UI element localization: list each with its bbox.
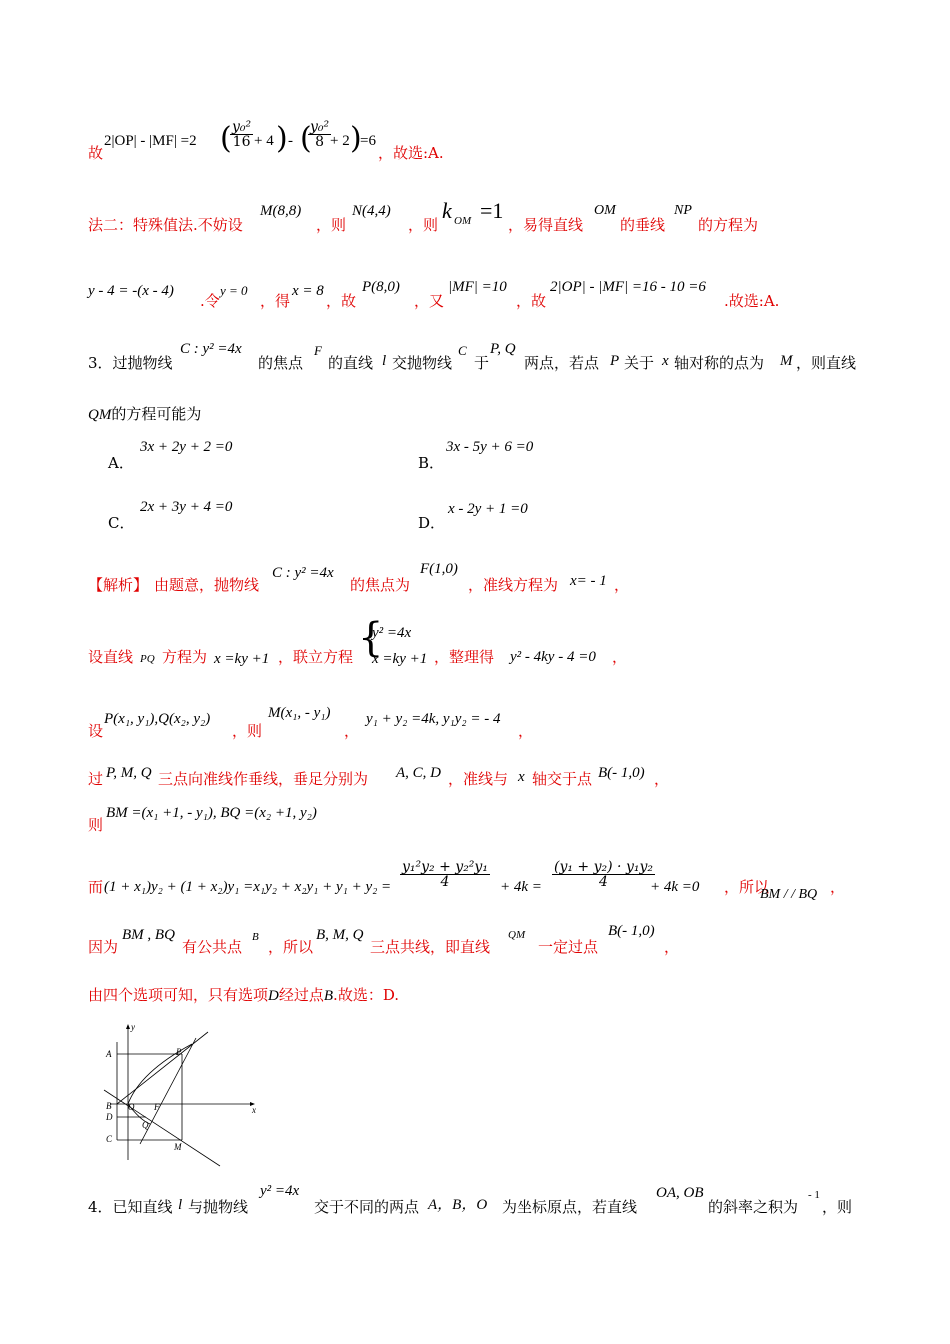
sol3-l4-t4: 轴交于点 xyxy=(532,770,593,788)
line-l: l xyxy=(382,353,387,369)
sol3-fraction-2 xyxy=(552,860,655,889)
frac1-tail: + 4 xyxy=(254,133,274,149)
sol3-points-PQ: P(x₁, y₁),Q(x₂, y₂) xyxy=(104,711,211,727)
sol3-l1-t1: 由题意，抛物线 xyxy=(154,576,260,594)
text-so-1: ，故 xyxy=(326,292,357,310)
paren-close-2: ) xyxy=(350,121,362,156)
sol3-QM: QM xyxy=(508,929,526,941)
option-A-label: A． xyxy=(108,454,134,472)
label-O: O xyxy=(128,1102,135,1112)
option-D-label: D． xyxy=(418,514,446,532)
frac-a-denominator: 4 xyxy=(440,874,450,890)
parabola-figure xyxy=(100,1020,270,1170)
point-P-label: P xyxy=(610,353,620,369)
sol3-BM-BQ: BM , BQ xyxy=(122,927,175,943)
sol3-x-axis: x xyxy=(518,769,525,785)
focus-F: F xyxy=(314,343,322,358)
frac-b-denominator: 4 xyxy=(599,874,608,890)
sol3-l3-t4: ， xyxy=(518,722,534,740)
label-A: A xyxy=(106,1049,112,1059)
text-choose: ，故选:A. xyxy=(378,144,444,162)
sol3-B-point: B(- 1,0) xyxy=(608,923,655,939)
sol3-l2-t2: 方程为 xyxy=(162,648,208,666)
slope-sub: OM xyxy=(454,215,472,227)
q3-two-points-text: 两点，若点 xyxy=(524,354,600,372)
sol3-vieta: y₁ + y₂ =4k, y₁y₂ = - 4 xyxy=(366,711,501,727)
frac2-numerator: y₀² xyxy=(310,119,330,135)
point-M: M(8,8) xyxy=(260,203,302,219)
system-eq1: y² =4x xyxy=(372,625,412,641)
minus-sign: - xyxy=(288,133,293,149)
perp-equation: y - 4 = -(x - 4) xyxy=(88,283,174,299)
curve-C: C xyxy=(458,343,467,358)
slope-value: =1 xyxy=(480,198,504,223)
sol3-fraction-1 xyxy=(400,860,490,889)
option-B-label: B． xyxy=(418,454,445,472)
sol3-l6-t3: ， xyxy=(830,878,846,896)
y-axis-arrow xyxy=(126,1024,130,1029)
label-x: x xyxy=(252,1105,256,1115)
sol3-l3-t1: 设 xyxy=(88,722,104,740)
q4-OA-OB: OA, OB xyxy=(656,1185,704,1201)
sol3-l1-t3: ，准线方程为 xyxy=(468,576,559,594)
sol3-l7-t5: 一定过点 xyxy=(538,938,599,956)
q4-line-l: l xyxy=(178,1197,183,1213)
sol3-D: D xyxy=(268,988,279,1004)
q3-equation-text: 的方程可能为 xyxy=(111,405,202,423)
text-get: ，得 xyxy=(260,292,291,310)
point-M-label: M xyxy=(780,353,793,369)
sol3-l2-t1: 设直线 xyxy=(88,648,134,666)
q3-intersect-text: 交抛物线 xyxy=(392,354,453,372)
frac1-numerator: y₀² xyxy=(232,119,252,135)
label-y: y xyxy=(131,1022,135,1032)
label-Q: Q xyxy=(142,1120,149,1130)
label-P: P xyxy=(176,1047,182,1057)
sol3-l6-t1: 而 xyxy=(88,878,104,896)
parabola-C: C : y² =4x xyxy=(180,341,242,357)
sol3-l3-t2: ，则 xyxy=(232,722,263,740)
text-let: .令 xyxy=(200,292,220,310)
text-equation-is: 的方程为 xyxy=(698,216,759,234)
text-then-1: ，则 xyxy=(316,216,347,234)
sol3-B: B xyxy=(252,931,259,943)
sol3-l1-t2: 的焦点为 xyxy=(350,576,411,594)
q3-at-text: 于 xyxy=(474,354,490,372)
system-eq2: x =ky +1 xyxy=(372,651,428,667)
sol3-l4-t1: 过 xyxy=(88,770,104,788)
text-also: ，又 xyxy=(414,292,445,310)
sol3-directrix: x= - 1 xyxy=(570,573,607,589)
frac-b-numerator: (y₁ + y₂) · y₁y₂ xyxy=(554,859,653,875)
x-eq-8: x = 8 xyxy=(292,283,324,299)
sol3-focus: F(1,0) xyxy=(420,561,458,577)
paren-open-1: ( xyxy=(220,121,232,156)
sol3-l8-t3: .故选：D. xyxy=(333,986,400,1004)
sol3-l1-t4: ， xyxy=(614,576,630,594)
sol3-quadratic: y² - 4ky - 4 =0 xyxy=(510,649,596,665)
sol3-point-B: B(- 1,0) xyxy=(598,765,645,781)
option-A-equation: 3x + 2y + 2 =0 xyxy=(140,439,233,455)
fraction-1 xyxy=(230,120,253,149)
sol3-l5-t1: 则 xyxy=(88,816,104,834)
points-PQ: P, Q xyxy=(490,341,516,357)
analysis-tag: 【解析】 xyxy=(88,576,149,594)
q3-then-line-text: ，则直线 xyxy=(796,354,857,372)
q4-t2: 交于不同的两点 xyxy=(314,1198,420,1216)
sol3-line-PQ: PQ xyxy=(140,653,155,665)
option-B-equation: 3x - 5y + 6 =0 xyxy=(446,439,534,455)
sol3-l8-t1: 由四个选项可知，只有选项 xyxy=(88,986,269,1004)
system-brace: { xyxy=(358,615,384,661)
sol3-l4-t5: ， xyxy=(654,770,670,788)
q4-product: - 1 xyxy=(808,1189,820,1201)
frac2-denominator: 8 xyxy=(315,134,325,150)
sol3-l7-t3: ，所以 xyxy=(268,938,314,956)
sol3-ACD: A, C, D xyxy=(396,765,441,781)
formula-lhs: 2|OP| - |MF| =2 xyxy=(104,133,197,149)
method2-label: 法二：特殊值法.不妨设 xyxy=(88,216,243,234)
q3-symmetric-text: 轴对称的点为 xyxy=(674,354,765,372)
q3-line-text: 的直线 xyxy=(328,354,374,372)
sol3-l2-t3: ，联立方程 xyxy=(278,648,354,666)
sol3-PMQ: P, M, Q xyxy=(106,765,152,781)
sol3-cross-product: (1 + x₁)y₂ + (1 + x₂)y₁ =x₁y₂ + x₂y₁ + y₁ + y₂ = xyxy=(104,879,392,895)
label-B: B xyxy=(106,1101,112,1111)
sol3-l7-t4: 三点共线，即直线 xyxy=(370,938,491,956)
q4-parabola: y² =4x xyxy=(260,1183,300,1199)
sol3-line8 xyxy=(88,988,399,1004)
text-easy: ，易得直线 xyxy=(508,216,584,234)
label-D: D xyxy=(106,1112,113,1122)
let-y-zero: y = 0 xyxy=(220,283,248,298)
q4-t5: ，则 xyxy=(822,1198,853,1216)
formula-rhs: =6 xyxy=(360,133,376,149)
fraction-2 xyxy=(308,120,331,149)
sol3-B-final: B xyxy=(323,988,334,1004)
label-F: F xyxy=(154,1102,160,1112)
sol3-PQ-equation: x =ky +1 xyxy=(214,651,270,667)
line-NP: NP xyxy=(674,203,692,218)
sol3-l3-t3: ， xyxy=(344,722,360,740)
sol3-l4-t3: ，准线与 xyxy=(448,770,509,788)
sol3-l7-t6: ， xyxy=(664,938,680,956)
point-N: N(4,4) xyxy=(352,203,391,219)
sol3-vectors: BM =(x₁ +1, - y₁), BQ =(x₂ +1, y₂) xyxy=(106,805,317,821)
q3-focus-text: 的焦点 xyxy=(258,354,304,372)
line-BQM xyxy=(104,1090,220,1166)
frac-a-numerator: y₁²y₂ + y₂²y₁ xyxy=(402,859,488,875)
sol3-equals-zero: + 4k =0 xyxy=(650,879,700,895)
axis-x: x xyxy=(662,353,669,369)
text-choose-A: .故选:A. xyxy=(724,292,780,310)
line-OM: OM xyxy=(594,203,616,218)
sol3-point-M: M(x₁, - y₁) xyxy=(268,705,331,721)
sol3-l2-t5: ， xyxy=(612,648,628,666)
slope-k: k xyxy=(442,198,452,223)
sol3-parallel: BM / / BQ xyxy=(760,887,818,902)
q4-t3: 为坐标原点，若直线 xyxy=(502,1198,638,1216)
text-then-2: ，则 xyxy=(408,216,439,234)
q3-number: 3．过抛物线 xyxy=(88,354,173,372)
sol3-l4-t2: 三点向准线作垂线，垂足分别为 xyxy=(158,770,369,788)
option-C-label: C． xyxy=(108,514,135,532)
sol3-l7-t2: 有公共点 xyxy=(182,938,243,956)
sol3-plus-4k: + 4k = xyxy=(500,879,542,895)
final-value: 2|OP| - |MF| =16 - 10 =6 xyxy=(550,279,706,295)
sol3-l8-t2: 经过点 xyxy=(278,986,324,1004)
sol3-l2-t4: ，整理得 xyxy=(434,648,495,666)
paren-open-2: ( xyxy=(300,121,312,156)
paren-close-1: ) xyxy=(276,121,288,156)
q4-points: A，B，O xyxy=(428,1197,488,1213)
point-P: P(8,0) xyxy=(362,279,400,295)
sol3-BMQ: B, M, Q xyxy=(316,927,364,943)
sol3-l6-t2: ，所以 xyxy=(724,878,770,896)
text-perp: 的垂线 xyxy=(620,216,666,234)
label-M: M xyxy=(174,1142,182,1152)
q4-t1: 与抛物线 xyxy=(188,1198,249,1216)
option-D-equation: x - 2y + 1 =0 xyxy=(448,501,528,517)
MF-eq-10: |MF| =10 xyxy=(448,279,507,295)
q4-number: 4．已知直线 xyxy=(88,1198,173,1216)
line-PA-extension xyxy=(117,1032,208,1104)
option-C-equation: 2x + 3y + 4 =0 xyxy=(140,499,233,515)
text-so-2: ，故 xyxy=(516,292,547,310)
line-QM: QM xyxy=(88,407,112,423)
sol3-parabola: C : y² =4x xyxy=(272,565,334,581)
q3-about-text: 关于 xyxy=(624,354,655,372)
frac2-tail: + 2 xyxy=(330,133,350,149)
frac1-denominator: 16 xyxy=(232,134,251,150)
q4-t4: 的斜率之积为 xyxy=(708,1198,799,1216)
sol3-l7-t1: 因为 xyxy=(88,938,119,956)
question3-line2 xyxy=(88,407,201,423)
label-C: C xyxy=(106,1134,113,1144)
text-lead: 故 xyxy=(88,144,104,162)
